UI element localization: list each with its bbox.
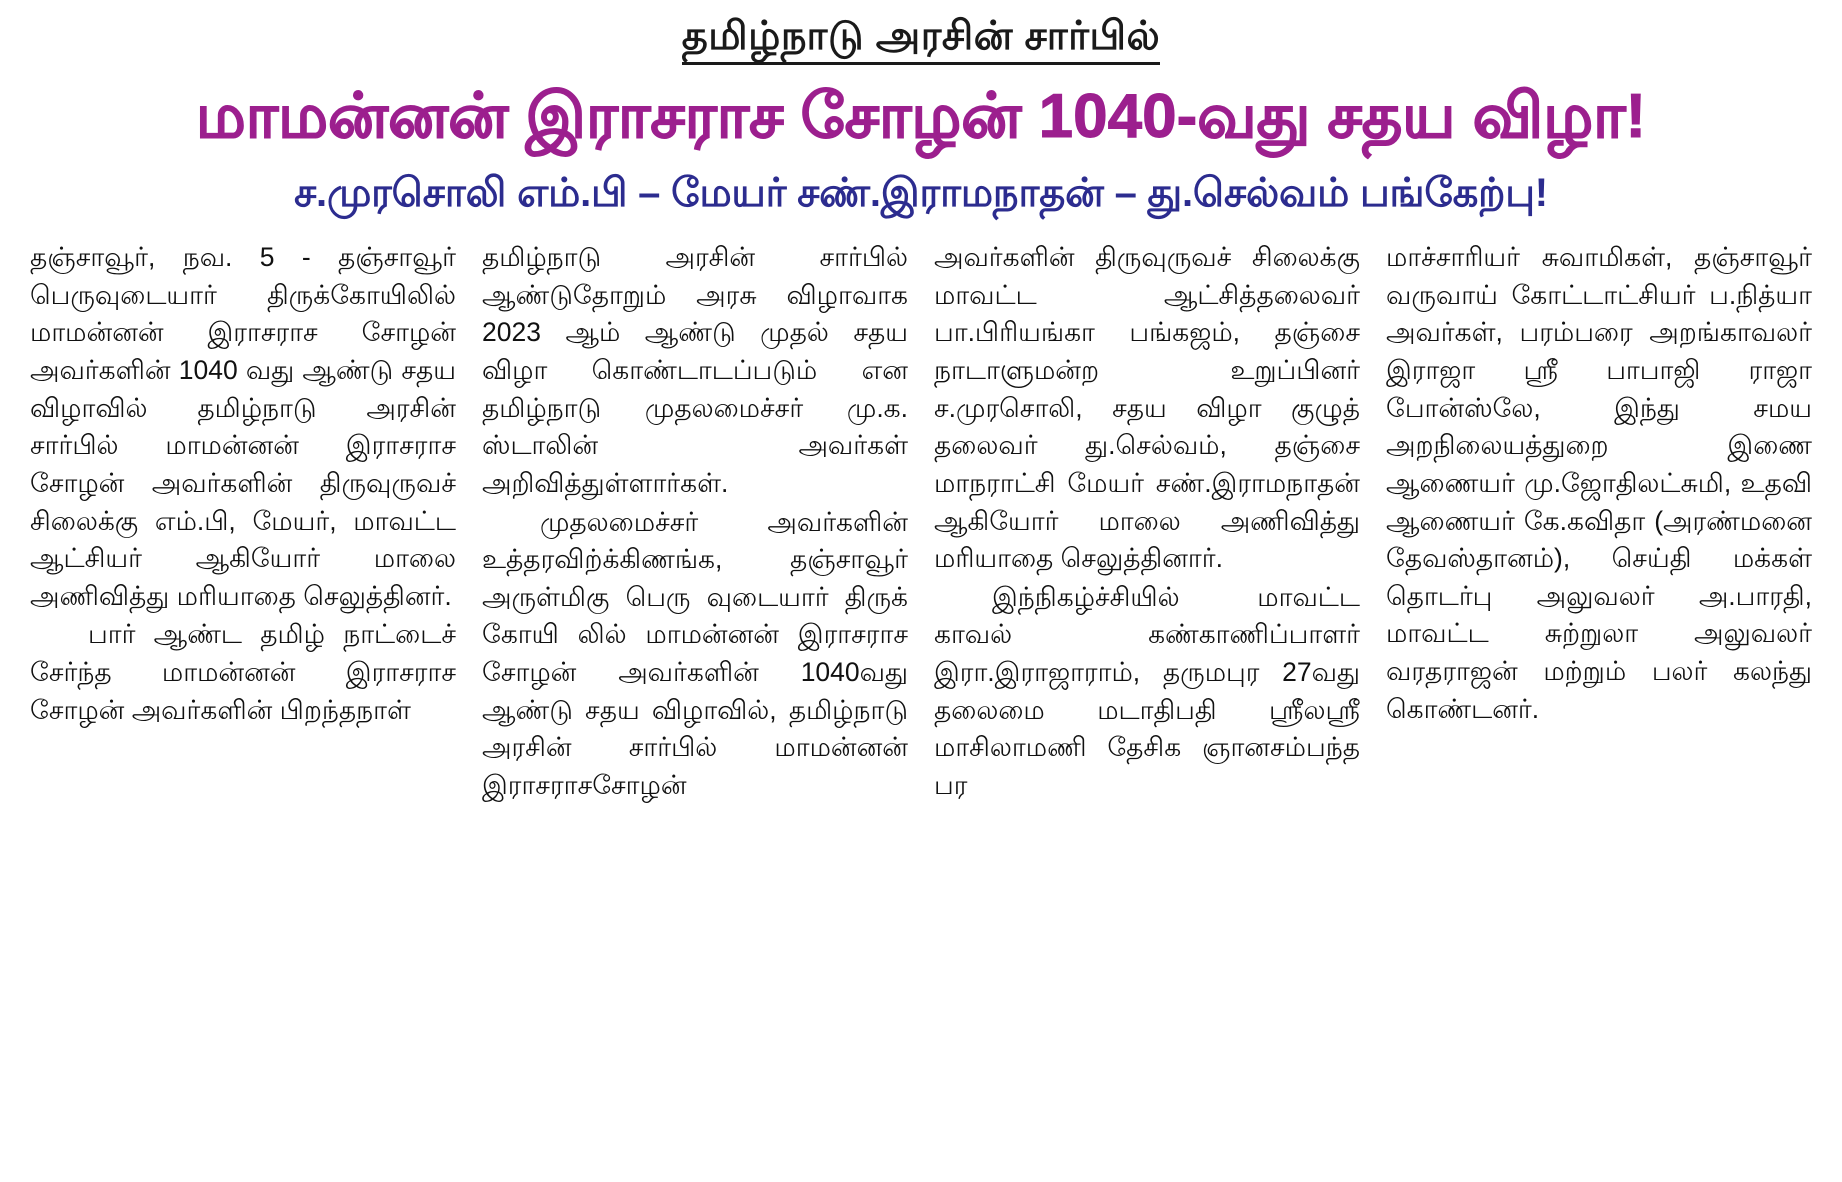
article-column-3: [934, 239, 1360, 1039]
paragraph: முதலமைச்சர் அவர்களின் உத்தரவிற்க்கிணங்க, தஞ்சாவூர் அருள்மிகு பெரு வுடையார் திருக் கோயி லில் மாமன்னன் இராசராச சோழன் அவர்களின் 1040வது ஆண்டு சதய விழாவில், தமிழ்நாடு அரசின் சார்பில் மாமன்னன் இராசராசசோழன்: [482, 506, 908, 800]
article-headline: மாமன்னன் இராசராச சோழன் 1040-வது சதய விழா!: [195, 82, 1647, 151]
paragraph: இந்நிகழ்ச்சியில் மாவட்ட காவல் கண்காணிப்பாளர் இரா.இராஜாராம், தருமபுர 27வது தலைமை மடாதிபதி ஸ்ரீலஸ்ரீ மாசிலாமணி தேசிக ஞானசம்பந்த பர: [934, 581, 1360, 800]
article-kicker: [30, 14, 1812, 62]
article-column-1: [30, 239, 456, 1039]
paragraph: மாச்சாரியர் சுவாமிகள், தஞ்சாவூர் வருவாய் கோட்டாட்சியர் ப.நித்யா அவர்கள், பரம்பரை அறங்காவலர் இராஜா ஸ்ரீ பாபாஜி ராஜா போன்ஸ்லே, இந்து சமய அறநிலையத்துறை இணை ஆணையர் மு.ஜோதிலட்சுமி, உதவி ஆணையர் கே.கவிதா (அரண்மனை தேவஸ்தானம்), செய்தி மக்கள் தொடர்பு அலுவலர் அ.பாரதி, மாவட்ட சுற்றுலா அலுவலர் வரதராஜன் மற்றும் பலர் கலந்து கொண்டனர்.: [1386, 242, 1812, 724]
article-column-2: [482, 239, 908, 1039]
article-columns: [30, 239, 1812, 1039]
paragraph: பார் ஆண்ட தமிழ் நாட்டைச் சேர்ந்த மாமன்னன் இராசராச சோழன் அவர்களின் பிறந்தநாள்: [30, 619, 456, 725]
article-subheadline: ச.முரசொலி எம்.பி – மேயர் சண்.இராமநாதன் – து.செல்வம் பங்கேற்பு!: [294, 171, 1548, 216]
paragraph: அவர்களின் திருவுருவச் சிலைக்கு மாவட்ட ஆட்சித்தலைவர் பா.பிரியங்கா பங்கஜம், தஞ்சை நாடாளுமன்ற உறுப்பினர் ச.முரசொலி, சதய விழா குழுத் தலைவர் து.செல்வம், தஞ்சை மாநராட்சி மேயர் சண்.இராமநாதன் ஆகியோர் மாலை அணிவித்து மரியாதை செலுத்தினார்.: [934, 242, 1360, 574]
paragraph: தமிழ்நாடு அரசின் சார்பில் ஆண்டுதோறும் அரசு விழாவாக 2023 ஆம் ஆண்டு முதல் சதய விழா கொண்டாடப்படும் என தமிழ்நாடு முதலமைச்சர் மு.க. ஸ்டாலின் அவர்கள் அறிவித்துள்ளார்கள்.: [482, 242, 908, 498]
paragraph: தஞ்சாவூர், நவ. 5 - தஞ்சாவூர் பெருவுடையார் திருக்கோயிலில் மாமன்னன் இராசராச சோழன் அவர்களின் 1040 வது ஆண்டு சதய விழாவில் தமிழ்நாடு அரசின் சார்பில் மாமன்னன் இராசராச சோழன் அவர்களின் திருவுருவச் சிலைக்கு எம்.பி, மேயர், மாவட்ட ஆட்சியர் ஆகியோர் மாலை அணிவித்து மரியாதை செலுத்தினர்.: [30, 242, 456, 611]
article-column-4: [1386, 239, 1812, 1039]
article-kicker-text: தமிழ்நாடு அரசின் சார்பில்: [682, 14, 1160, 65]
